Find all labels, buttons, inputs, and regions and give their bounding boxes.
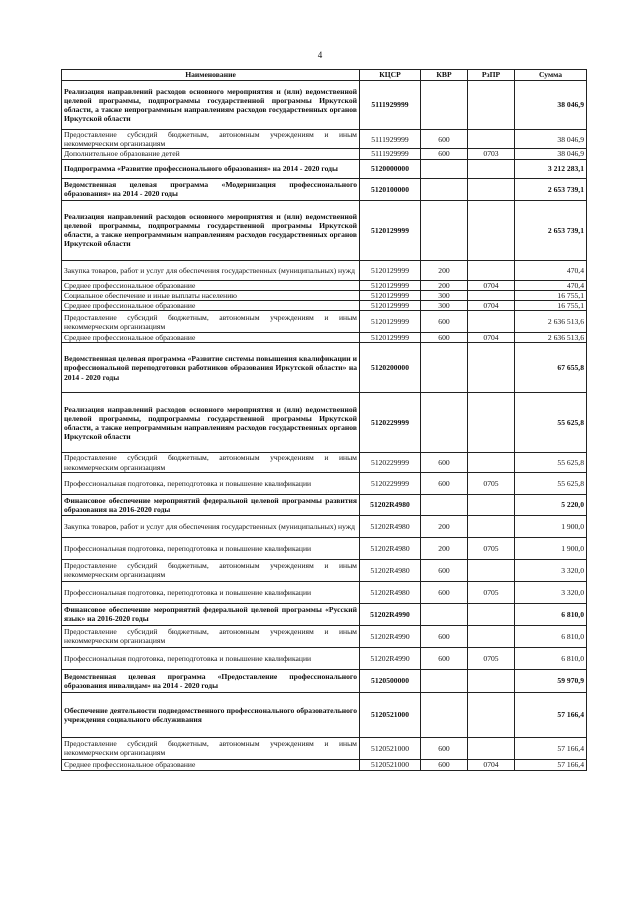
row-sum: 57 166,4	[515, 759, 587, 770]
row-name: Финансовое обеспечение мероприятий федеральной целевой программы «Русский язык» на 2016-2020 годы	[62, 603, 360, 625]
row-name: Профессиональная подготовка, переподготовка и повышение квалификации	[62, 472, 360, 494]
page-number: 4	[317, 50, 323, 60]
row-kcsr: 5120229999	[360, 393, 421, 453]
table-row	[62, 343, 587, 393]
table-row	[62, 494, 587, 515]
table-row	[62, 759, 587, 770]
header-sum: Сумма	[515, 70, 587, 81]
table-row	[62, 559, 587, 581]
row-kvr	[421, 393, 468, 453]
row-kcsr: 5120129999	[360, 260, 421, 280]
row-rzpr	[468, 515, 515, 537]
row-kvr	[421, 494, 468, 515]
table-row	[62, 260, 587, 280]
row-name: Предоставление субсидий бюджетным, автономным учреждениям и иным некоммерческим организациям	[62, 311, 360, 333]
row-rzpr: 0704	[468, 280, 515, 290]
row-name: Реализация направлений расходов основного мероприятия и (или) ведомственной целевой программы, подпрограммы государственной программы Иркутской области, а также непрограммным направлениям расходов государственных органов Иркутской области	[62, 81, 360, 130]
table-row	[62, 603, 587, 625]
row-sum: 38 046,9	[515, 149, 587, 159]
row-kcsr: 5120521000	[360, 692, 421, 737]
row-sum: 59 970,9	[515, 669, 587, 692]
row-rzpr	[468, 625, 515, 647]
row-rzpr	[468, 260, 515, 280]
row-sum: 1 900,0	[515, 537, 587, 559]
row-name: Среднее профессиональное образование	[62, 280, 360, 290]
row-kvr: 600	[421, 581, 468, 603]
row-name: Ведомственная целевая программа «Модернизация профессионального образования» на 2014 - 2020 годы	[62, 178, 360, 200]
table-row	[62, 200, 587, 260]
table-row	[62, 159, 587, 178]
row-name: Ведомственная целевая программа «Предоставление профессионального образования инвалидам» на 2014 - 2020 годы	[62, 669, 360, 692]
table-row	[62, 647, 587, 669]
row-kcsr: 5120229999	[360, 453, 421, 472]
row-sum: 67 655,8	[515, 343, 587, 393]
row-kcsr: 5111929999	[360, 81, 421, 130]
row-rzpr	[468, 603, 515, 625]
row-rzpr	[468, 159, 515, 178]
row-rzpr	[468, 393, 515, 453]
row-sum: 2 636 513,6	[515, 333, 587, 343]
table-row	[62, 178, 587, 200]
row-rzpr: 0705	[468, 472, 515, 494]
row-kcsr: 5120129999	[360, 311, 421, 333]
row-rzpr: 0704	[468, 301, 515, 311]
row-sum: 470,4	[515, 280, 587, 290]
row-kvr: 300	[421, 290, 468, 300]
row-sum: 6 810,0	[515, 625, 587, 647]
row-kcsr: 5120129999	[360, 200, 421, 260]
row-name: Социальное обеспечение и иные выплаты населению	[62, 290, 360, 300]
row-kvr	[421, 669, 468, 692]
row-kvr	[421, 603, 468, 625]
row-sum: 5 220,0	[515, 494, 587, 515]
row-name: Профессиональная подготовка, переподготовка и повышение квалификации	[62, 581, 360, 603]
row-sum: 2 636 513,6	[515, 311, 587, 333]
row-name: Финансовое обеспечение мероприятий федеральной целевой программы развития образования на 2016-2020 годы	[62, 494, 360, 515]
row-name: Предоставление субсидий бюджетным, автономным учреждениям и иным некоммерческим организациям	[62, 559, 360, 581]
row-kcsr: 5120200000	[360, 343, 421, 393]
row-kvr: 200	[421, 515, 468, 537]
budget-table	[61, 69, 587, 771]
row-kcsr: 5120129999	[360, 333, 421, 343]
row-rzpr	[468, 453, 515, 472]
header-name: Наименование	[62, 70, 360, 81]
row-name: Ведомственная целевая программа «Развитие системы повышения квалификации и профессиональной переподготовки работников образования Иркутской области» на 2014 - 2020 годы	[62, 343, 360, 393]
row-name: Среднее профессиональное образование	[62, 301, 360, 311]
row-kvr: 600	[421, 625, 468, 647]
row-rzpr	[468, 130, 515, 149]
table-body	[62, 81, 587, 771]
row-sum: 16 755,1	[515, 290, 587, 300]
row-name: Дополнительное образование детей	[62, 149, 360, 159]
header-rzpr: РзПР	[468, 70, 515, 81]
row-kvr: 600	[421, 737, 468, 759]
row-kcsr: 5120521000	[360, 759, 421, 770]
row-kcsr: 5120229999	[360, 472, 421, 494]
row-kvr	[421, 81, 468, 130]
row-sum: 16 755,1	[515, 301, 587, 311]
row-name: Предоставление субсидий бюджетным, автономным учреждениям и иным некоммерческим организациям	[62, 625, 360, 647]
row-sum: 1 900,0	[515, 515, 587, 537]
table-row	[62, 472, 587, 494]
row-kvr: 300	[421, 301, 468, 311]
row-kcsr: 51202R4980	[360, 581, 421, 603]
row-sum: 3 320,0	[515, 581, 587, 603]
row-name: Закупка товаров, работ и услуг для обеспечения государственных (муниципальных) нужд	[62, 260, 360, 280]
table-row	[62, 393, 587, 453]
table-row	[62, 453, 587, 472]
row-name: Закупка товаров, работ и услуг для обеспечения государственных (муниципальных) нужд	[62, 515, 360, 537]
row-name: Профессиональная подготовка, переподготовка и повышение квалификации	[62, 537, 360, 559]
row-kcsr: 5120100000	[360, 178, 421, 200]
table-row	[62, 280, 587, 290]
row-rzpr: 0703	[468, 149, 515, 159]
row-name: Среднее профессиональное образование	[62, 333, 360, 343]
row-rzpr: 0705	[468, 581, 515, 603]
row-rzpr	[468, 200, 515, 260]
row-kcsr: 51202R4980	[360, 559, 421, 581]
table-row	[62, 333, 587, 343]
row-kvr: 200	[421, 280, 468, 290]
row-rzpr	[468, 494, 515, 515]
row-kvr	[421, 343, 468, 393]
row-kcsr: 5111929999	[360, 149, 421, 159]
row-kvr: 600	[421, 333, 468, 343]
row-sum: 57 166,4	[515, 737, 587, 759]
row-rzpr: 0704	[468, 333, 515, 343]
row-sum: 38 046,9	[515, 81, 587, 130]
table-row	[62, 311, 587, 333]
row-rzpr: 0705	[468, 537, 515, 559]
row-kcsr: 5120521000	[360, 737, 421, 759]
row-sum: 2 653 739,1	[515, 200, 587, 260]
header-kcsr: КЦСР	[360, 70, 421, 81]
row-kvr: 600	[421, 130, 468, 149]
row-rzpr	[468, 178, 515, 200]
table-row	[62, 737, 587, 759]
row-kcsr: 51202R4990	[360, 603, 421, 625]
row-sum: 470,4	[515, 260, 587, 280]
row-kvr	[421, 200, 468, 260]
row-sum: 55 625,8	[515, 393, 587, 453]
row-rzpr	[468, 81, 515, 130]
row-name: Обеспечение деятельности подведомственного профессионального образовательного учреждения социального обслуживания	[62, 692, 360, 737]
row-sum: 3 320,0	[515, 559, 587, 581]
table-row	[62, 130, 587, 149]
row-kcsr: 5120129999	[360, 301, 421, 311]
row-name: Среднее профессиональное образование	[62, 759, 360, 770]
row-kcsr: 51202R4990	[360, 647, 421, 669]
table-row	[62, 537, 587, 559]
table-header-row	[62, 70, 587, 81]
table-row	[62, 625, 587, 647]
row-name: Подпрограмма «Развитие профессионального образования» на 2014 - 2020 годы	[62, 159, 360, 178]
row-rzpr	[468, 737, 515, 759]
row-name: Предоставление субсидий бюджетным, автономным учреждениям и иным некоммерческим организациям	[62, 130, 360, 149]
table-row	[62, 290, 587, 300]
row-rzpr: 0704	[468, 759, 515, 770]
row-rzpr: 0705	[468, 647, 515, 669]
row-kcsr: 5120129999	[360, 280, 421, 290]
row-rzpr	[468, 290, 515, 300]
row-kcsr: 51202R4980	[360, 537, 421, 559]
row-rzpr	[468, 311, 515, 333]
row-kvr: 600	[421, 472, 468, 494]
row-kvr: 600	[421, 647, 468, 669]
row-kvr	[421, 159, 468, 178]
table-row	[62, 301, 587, 311]
row-sum: 3 212 283,1	[515, 159, 587, 178]
header-kvr: КВР	[421, 70, 468, 81]
row-kvr: 200	[421, 537, 468, 559]
row-kvr: 600	[421, 559, 468, 581]
row-kvr: 600	[421, 311, 468, 333]
row-name: Предоставление субсидий бюджетным, автономным учреждениям и иным некоммерческим организациям	[62, 737, 360, 759]
row-kcsr: 5120500000	[360, 669, 421, 692]
row-kcsr: 5120000000	[360, 159, 421, 178]
row-sum: 55 625,8	[515, 472, 587, 494]
row-sum: 55 625,8	[515, 453, 587, 472]
row-kcsr: 5111929999	[360, 130, 421, 149]
row-rzpr	[468, 669, 515, 692]
row-kvr: 600	[421, 453, 468, 472]
row-sum: 6 810,0	[515, 647, 587, 669]
row-kvr: 600	[421, 759, 468, 770]
row-sum: 38 046,9	[515, 130, 587, 149]
table-row	[62, 669, 587, 692]
row-name: Реализация направлений расходов основного мероприятия и (или) ведомственной целевой программы, подпрограммы государственной программы Иркутской области, а также непрограммным направлениям расходов государственных органов Иркутской области	[62, 393, 360, 453]
row-kvr: 200	[421, 260, 468, 280]
row-name: Профессиональная подготовка, переподготовка и повышение квалификации	[62, 647, 360, 669]
row-rzpr	[468, 559, 515, 581]
row-sum: 57 166,4	[515, 692, 587, 737]
row-name: Предоставление субсидий бюджетным, автономным учреждениям и иным некоммерческим организациям	[62, 453, 360, 472]
row-name: Реализация направлений расходов основного мероприятия и (или) ведомственной целевой программы, подпрограммы государственной программы Иркутской области, а также непрограммным направлениям расходов государственных органов Иркутской области	[62, 200, 360, 260]
row-kvr: 600	[421, 149, 468, 159]
row-sum: 2 653 739,1	[515, 178, 587, 200]
row-rzpr	[468, 692, 515, 737]
row-kcsr: 51202R4980	[360, 515, 421, 537]
row-kvr	[421, 692, 468, 737]
table-row	[62, 515, 587, 537]
row-kcsr: 5120129999	[360, 290, 421, 300]
table-row	[62, 81, 587, 130]
table-row	[62, 581, 587, 603]
row-rzpr	[468, 343, 515, 393]
row-sum: 6 810,0	[515, 603, 587, 625]
row-kvr	[421, 178, 468, 200]
row-kcsr: 51202R4980	[360, 494, 421, 515]
row-kcsr: 51202R4990	[360, 625, 421, 647]
table-row	[62, 149, 587, 159]
table-row	[62, 692, 587, 737]
